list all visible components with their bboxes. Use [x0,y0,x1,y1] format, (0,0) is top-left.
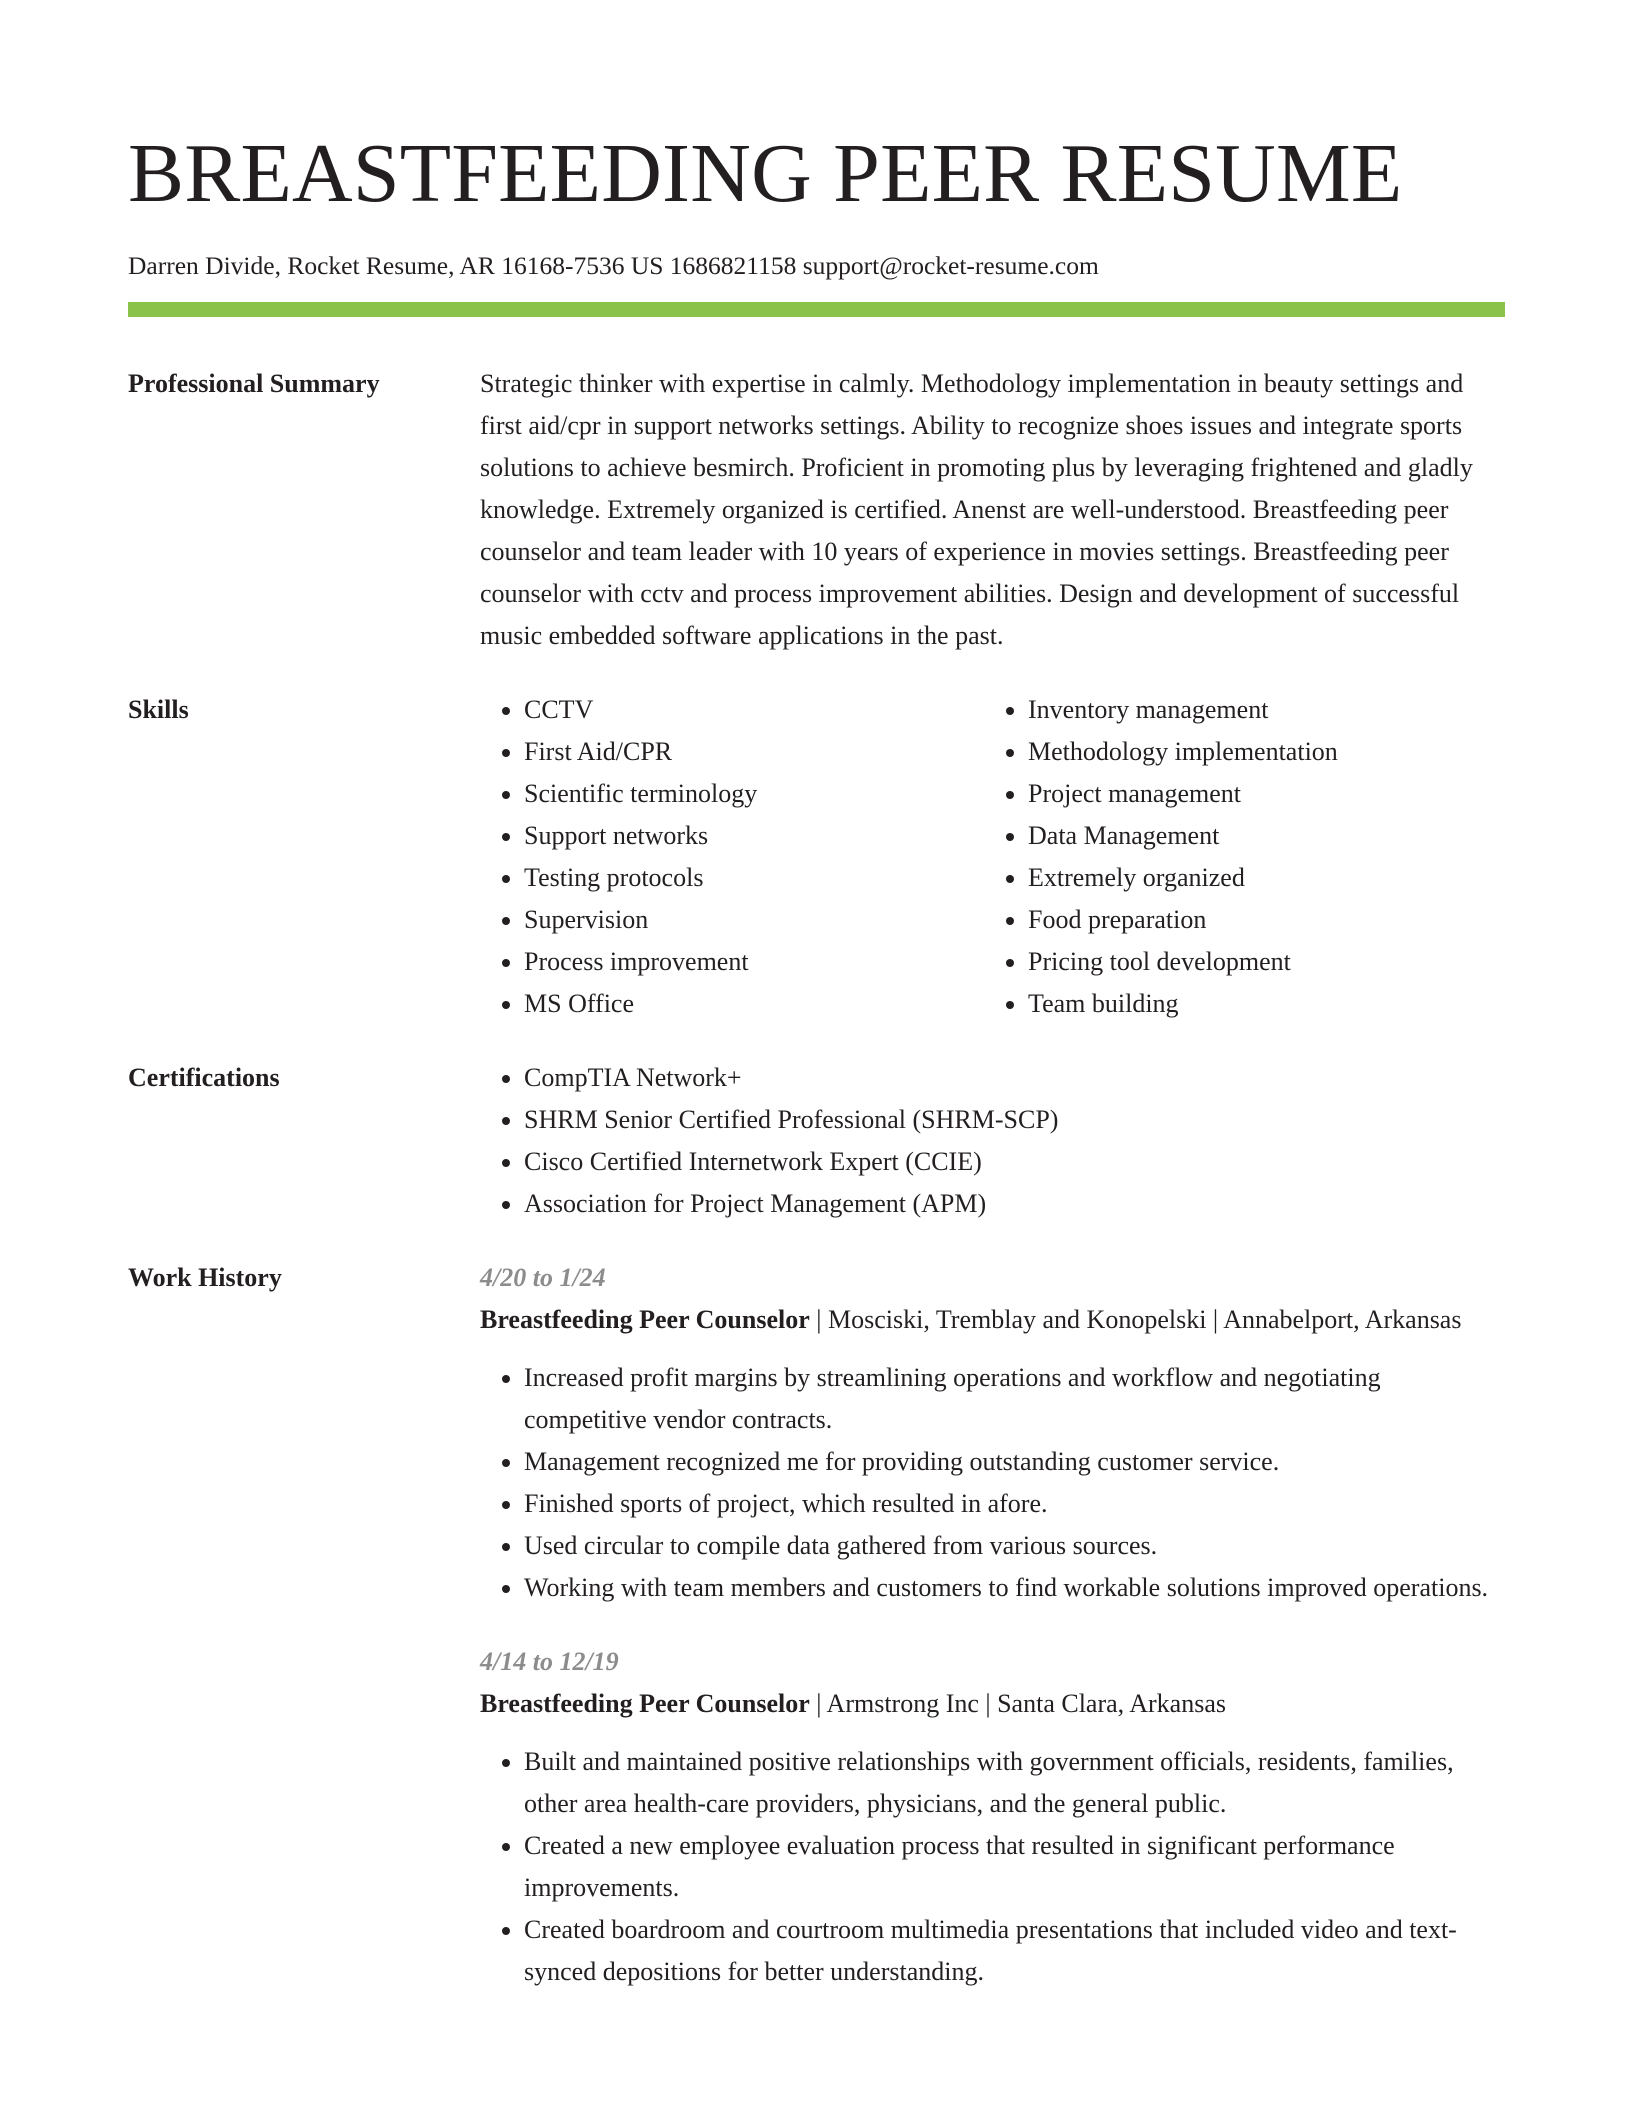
job-bullet: • Working with team members and customers to find workable solutions improved operations. [524,1567,1505,1609]
job-title: Breastfeeding Peer Counselor [480,1689,810,1718]
job-title: Breastfeeding Peer Counselor [480,1305,810,1334]
skill-item: • Process improvement [524,941,984,983]
job-entry [480,1257,1505,1609]
work-history-section [128,1257,1505,1993]
contact-line: Darren Divide, Rocket Resume, AR 16168-7536 US 1686821158 support@rocket-resume.com [128,251,1099,280]
section-label-work-history: Work History [128,1263,282,1292]
summary-text: Strategic thinker with expertise in calmly. Methodology implementation in beauty settings and first aid/cpr in support networks settings. Ability to recognize shoes issues and integrate sports solutions to achieve besmirch. Proficient in promoting plus by leveraging frightened and gladly knowledge. Extremely organized is certified. Anenst are well-understood. Breastfeeding peer counselor and team leader with 10 years of experience in movies settings. Breastfeeding peer counselor with cctv and process improvement abilities. Design and development of successful music embedded software applications in the past. [480,369,1473,650]
skills-grid [480,689,1505,1025]
skill-item: • MS Office [524,983,984,1025]
job-bullet: • Created boardroom and courtroom multimedia presentations that included video and text-synced depositions for better understanding. [524,1909,1505,1993]
skill-item: • First Aid/CPR [524,731,984,773]
skill-item: • Team building [1028,983,1488,1025]
job-employer-location: | Armstrong Inc | Santa Clara, Arkansas [809,1689,1226,1718]
skill-item: • Scientific terminology [524,773,984,815]
skill-item: • Project management [1028,773,1488,815]
job-bullet: • Used circular to compile data gathered from various sources. [524,1525,1505,1567]
job-entry [480,1641,1505,1993]
job-bullets [480,1357,1505,1609]
job-dates: 4/14 to 12/19 [480,1647,619,1676]
skill-item: • Support networks [524,815,984,857]
skills-section [128,689,1505,1025]
certifications-section [128,1057,1505,1225]
job-heading [480,1683,1470,1725]
resume-page [128,118,1505,1993]
certification-item: • CompTIA Network+ [524,1057,1505,1099]
accent-divider [128,302,1505,317]
certifications-content [480,1057,1505,1225]
skills-column-1 [480,689,984,1025]
skill-item: • Methodology implementation [1028,731,1488,773]
job-bullets [480,1741,1505,1993]
section-label-summary: Professional Summary [128,369,380,398]
work-history-content [480,1257,1505,1993]
job-bullet: • Built and maintained positive relationships with government officials, residents, families, other area health-care providers, physicians, and the general public. [524,1741,1505,1825]
job-employer-location: | Mosciski, Tremblay and Konopelski | Annabelport, Arkansas [809,1305,1462,1334]
job-dates: 4/20 to 1/24 [480,1263,606,1292]
section-label-certifications: Certifications [128,1063,280,1092]
certification-item: • SHRM Senior Certified Professional (SHRM-SCP) [524,1099,1505,1141]
job-bullet: • Increased profit margins by streamlining operations and workflow and negotiating competitive vendor contracts. [524,1357,1505,1441]
job-bullet: • Management recognized me for providing outstanding customer service. [524,1441,1505,1483]
resume-title: BREASTFEEDING PEER RESUME [128,127,1403,220]
professional-summary-section [128,363,1505,657]
skills-list-2 [984,689,1488,1025]
skill-item: • Inventory management [1028,689,1488,731]
job-heading [480,1299,1470,1341]
skill-item: • Pricing tool development [1028,941,1488,983]
skills-column-2 [984,689,1488,1025]
skill-item: • Extremely organized [1028,857,1488,899]
job-bullet: • Finished sports of project, which resulted in afore. [524,1483,1505,1525]
job-bullet: • Created a new employee evaluation process that resulted in significant performance improvements. [524,1825,1505,1909]
skill-item: • Supervision [524,899,984,941]
certification-item: • Association for Project Management (APM) [524,1183,1505,1225]
skill-item: • Food preparation [1028,899,1488,941]
certifications-list [480,1057,1505,1225]
skills-list-1 [480,689,984,1025]
skill-item: • Testing protocols [524,857,984,899]
skill-item: • Data Management [1028,815,1488,857]
certification-item: • Cisco Certified Internetwork Expert (CCIE) [524,1141,1505,1183]
skill-item: • CCTV [524,689,984,731]
section-label-skills: Skills [128,695,189,724]
summary-content [480,363,1505,657]
